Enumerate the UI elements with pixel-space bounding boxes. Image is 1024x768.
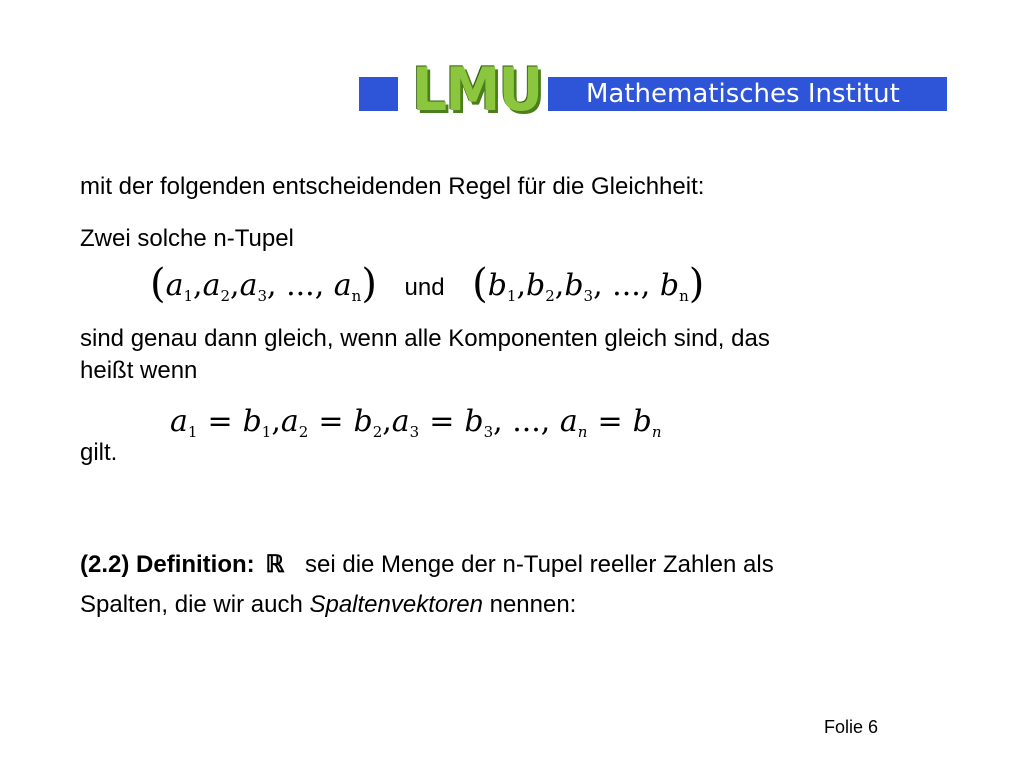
equality-formula: $a_1 = b_1,a_2 = b_2,a_3 = b_3$, ..., $a_n = b_n$ bbox=[170, 404, 662, 441]
text-line-5: gilt. bbox=[80, 439, 118, 466]
definition-line-2: Spalten, die wir auch Spaltenvektoren nennen: bbox=[80, 591, 577, 618]
definition-text: sei die Menge der n-Tupel reeller Zahlen als bbox=[305, 551, 774, 578]
und-word: und bbox=[404, 274, 445, 301]
paren-open-b: ( bbox=[472, 261, 488, 307]
logo-blue-square bbox=[359, 77, 398, 111]
institute-banner: Mathematisches Institut bbox=[548, 77, 947, 111]
paren-open: ( bbox=[150, 261, 166, 307]
text-line-4: heißt wenn bbox=[80, 357, 198, 384]
text-line-2: Zwei solche n-Tupel bbox=[80, 225, 294, 252]
lmu-logo: LMU bbox=[412, 55, 542, 125]
real-numbers-symbol: ℝ bbox=[265, 551, 285, 578]
definition-line bbox=[80, 550, 774, 580]
paren-close: ) bbox=[361, 261, 377, 307]
tuple-formula: ($a_1,a_2,a_3$, ..., $a_n$) und ($b_1,b_2,b_3$, ..., $b_n$) bbox=[150, 261, 705, 307]
slide-number: Folie 6 bbox=[824, 717, 879, 737]
text-line-1: mit der folgenden entscheidenden Regel für die Gleichheit: bbox=[80, 173, 705, 200]
paren-close-b: ) bbox=[688, 261, 705, 307]
spaltenvektoren-term: Spaltenvektoren bbox=[309, 591, 483, 618]
definition-label: (2.2) Definition: bbox=[80, 551, 255, 578]
text-line-3: sind genau dann gleich, wenn alle Komponenten gleich sind, das bbox=[80, 325, 770, 352]
